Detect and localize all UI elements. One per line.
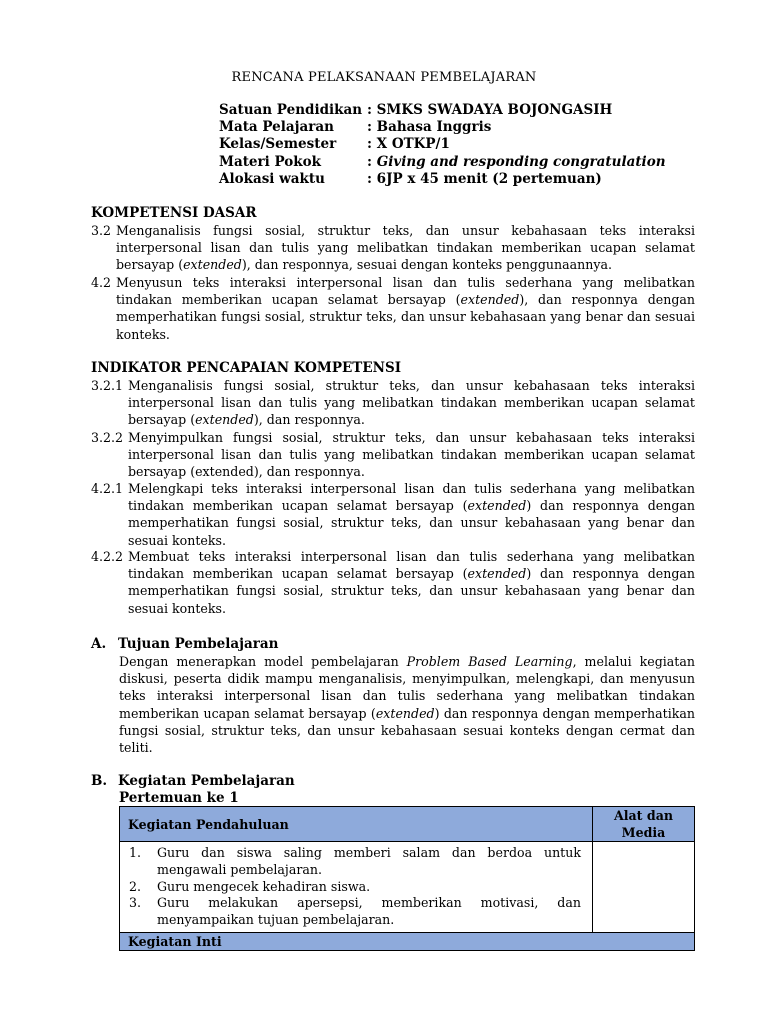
list-item <box>129 879 581 896</box>
kegiatan-table <box>119 806 695 951</box>
header-alat-media <box>593 807 695 842</box>
info-label: Mata Pelajaran <box>219 119 334 136</box>
indikator-text-part: ) dan responnya dengan memperhatikan fungsi sosial, struktur teks, dan unsur kebahasaan yang benar dan sesuai konteks. <box>128 566 696 616</box>
indikator-text-part: Menyimpulkan fungsi sosial, struktur teks, dan unsur kebahasaan teks interaksi interpersonal lisan dan tulis yang melibatkan tindakan memberikan ucapan selamat bersayap (extended), dan responnya. <box>128 430 695 480</box>
kd-number: 3.2 <box>91 223 112 238</box>
kd-number: 4.2 <box>91 275 112 290</box>
indikator-text-part: Menganalisis fungsi sosial, struktur teks, dan unsur kebahasaan teks interaksi interpersonal lisan dan tulis yang melibatkan tindakan memberikan ucapan selamat bersayap ( <box>128 378 695 428</box>
indikator-text-part: Membuat teks interaksi interpersonal lisan dan tulis sederhana yang melibatkan tindakan memberikan ucapan selamat bersayap ( <box>128 549 695 582</box>
indikator-text-part: Melengkapi teks interaksi interpersonal lisan dan tulis sederhana yang melibatkan tindakan memberikan ucapan selamat bersayap ( <box>128 481 695 514</box>
tujuan-text-em: extended <box>375 705 435 721</box>
indikator-text-em: extended <box>467 566 527 582</box>
step-number: 3. <box>129 895 142 911</box>
kd-text-part: Menganalisis fungsi sosial, struktur teks, dan unsur kebahasaan teks interaksi interpersonal lisan dan tulis yang melibatkan tindakan memberikan ucapan selamat bersayap ( <box>116 223 695 273</box>
list-item <box>129 845 581 879</box>
indikator-item-4-2-2 <box>91 548 695 617</box>
section-title: Tujuan Pembelajaran <box>118 636 279 652</box>
indikator-number: 3.2.1 <box>91 378 124 393</box>
table-row <box>120 932 695 950</box>
header-kegiatan-inti: Kegiatan Inti <box>120 932 695 950</box>
indikator-number: 4.2.2 <box>91 549 124 564</box>
kd-text-em: extended <box>460 292 520 308</box>
kd-item-3-2 <box>91 222 695 274</box>
kd-heading: KOMPETENSI DASAR <box>91 205 257 221</box>
step-text: Guru melakukan apersepsi, memberikan motivasi, dan menyampaikan tujuan pembelajaran. <box>157 895 581 928</box>
section-title: Kegiatan Pembelajaran <box>118 773 295 789</box>
tujuan-text-part: ) dan responnya dengan memperhatikan fungsi sosial, struktur teks, dan unsur kebahasaan sesuai konteks dengan cermat dan teliti. <box>119 705 695 756</box>
indikator-text <box>91 548 695 617</box>
info-label: Materi Pokok <box>219 153 321 170</box>
info-value: : Bahasa Inggris <box>367 119 492 136</box>
indikator-text-em: extended <box>467 498 527 514</box>
info-row-satuan <box>219 102 666 119</box>
tujuan-text-part: , melalui kegiatan diskusi, peserta didik mampu menganalisis, menyimpulkan, melengkapi, dan menyusun teks interaksi interpersonal lisan dan tulis sederhana yang melibatkan tindakan memberikan ucapan selamat bersayap ( <box>119 654 695 721</box>
tujuan-text-em: Problem Based Learning <box>406 654 573 669</box>
kd-text <box>91 274 695 343</box>
kd-text-part: Menyusun teks interaksi interpersonal lisan dan tulis sederhana yang melibatkan tindakan memberikan ucapan selamat bersayap ( <box>116 275 695 308</box>
info-row-kelas <box>219 136 666 153</box>
indikator-text-part: ), dan responnya. <box>253 412 365 428</box>
indikator-text <box>91 480 695 549</box>
info-row-alokasi <box>219 171 666 188</box>
header-kegiatan-pendahuluan: Kegiatan Pendahuluan <box>120 807 593 842</box>
kd-text <box>91 222 695 274</box>
step-text: Guru mengecek kehadiran siswa. <box>157 878 371 894</box>
info-value-italic: Giving and responding congratulation <box>376 153 666 170</box>
list-item <box>129 895 581 929</box>
kd-item-4-2 <box>91 274 695 343</box>
table-row <box>120 842 695 933</box>
tujuan-text-part: Dengan menerapkan model pembelajaran <box>119 654 407 669</box>
tujuan-paragraph <box>119 653 695 756</box>
document-title: RENCANA PELAKSANAAN PEMBELAJARAN <box>231 70 537 85</box>
section-letter: A. <box>91 636 107 652</box>
info-label: Satuan Pendidikan <box>219 102 363 118</box>
indikator-text-em: extended <box>195 412 254 428</box>
identity-block <box>219 102 666 188</box>
step-text: Guru dan siswa saling memberi salam dan berdoa untuk mengawali pembelajaran. <box>157 845 581 877</box>
tujuan-heading <box>91 636 278 652</box>
info-row-materi <box>219 154 666 171</box>
kd-text-part: ), dan responnya dengan memperhatikan fungsi sosial, struktur teks, dan unsur kebahasaan yang benar dan sesuai konteks. <box>116 292 696 342</box>
info-value: : SMKS SWADAYA BOJONGASIH <box>367 102 613 118</box>
kegiatan-heading <box>91 773 295 789</box>
indikator-text <box>91 377 695 429</box>
indikator-item-4-2-1 <box>91 480 695 549</box>
info-value: : X OTKP/1 <box>367 136 450 153</box>
indikator-item-3-2-2 <box>91 429 695 481</box>
indikator-text-part: ) dan responnya dengan memperhatikan fungsi sosial, struktur teks, dan unsur kebahasaan yang benar dan sesuai konteks. <box>128 498 696 548</box>
header-alat-media-text: Alat dan Media <box>613 808 674 840</box>
info-row-mapel <box>219 119 666 136</box>
indikator-number: 4.2.1 <box>91 481 124 496</box>
indikator-heading: INDIKATOR PENCAPAIAN KOMPETENSI <box>91 360 402 376</box>
info-label: Kelas/Semester <box>219 136 337 153</box>
steps-list <box>121 843 591 931</box>
info-value-prefix: : <box>367 153 377 170</box>
step-number: 2. <box>129 878 142 894</box>
kd-text-em: extended <box>183 257 242 273</box>
table-header-row <box>120 807 695 842</box>
indikator-item-3-2-1 <box>91 377 695 429</box>
step-number: 1. <box>129 845 142 860</box>
info-label: Alokasi waktu <box>219 170 325 187</box>
pertemuan-label: Pertemuan ke 1 <box>119 790 239 806</box>
info-value: : 6JP x 45 menit (2 pertemuan) <box>367 170 602 187</box>
indikator-text <box>91 429 695 481</box>
section-letter: B. <box>91 773 108 789</box>
indikator-number: 3.2.2 <box>91 430 124 445</box>
media-cell <box>593 842 695 933</box>
kd-text-part: ), dan responnya, sesuai dengan konteks penggunaannya. <box>241 257 613 273</box>
steps-cell <box>120 842 593 933</box>
